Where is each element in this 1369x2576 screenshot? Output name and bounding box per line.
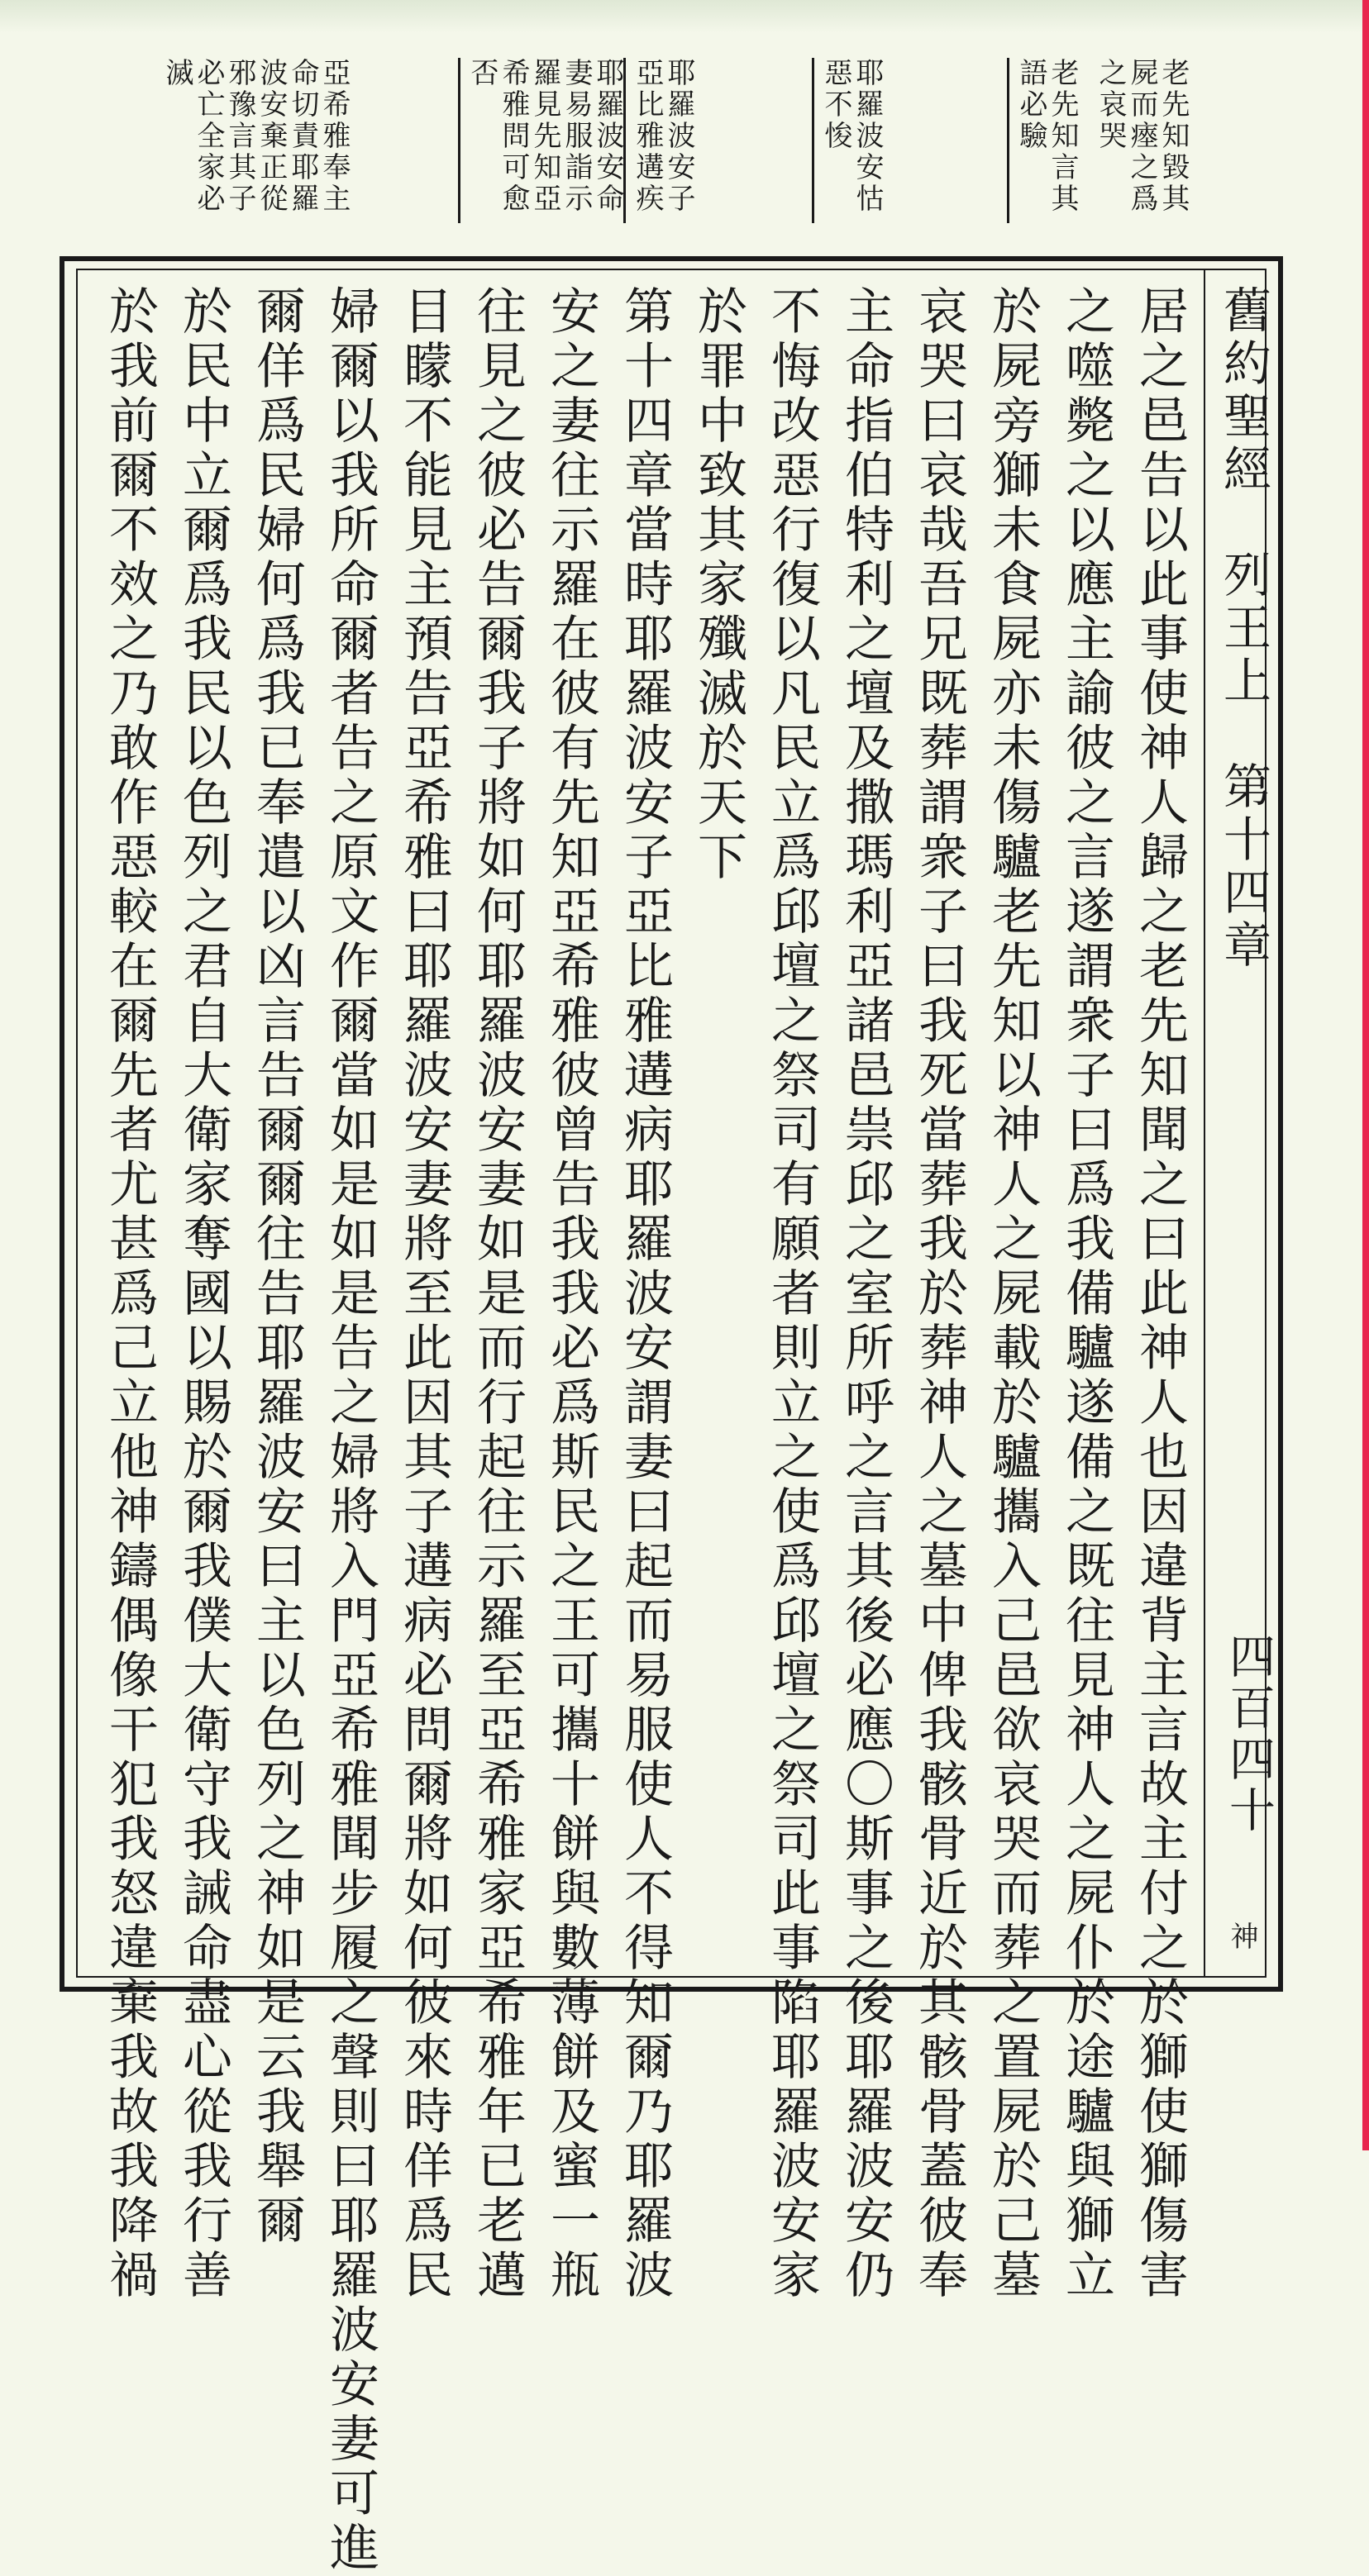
commentary-column: 否 [465, 58, 498, 89]
text-column: 目矇不能見主預告亞希雅曰耶羅波安妻將至此因其子遘病必問爾將如何彼來時佯爲民 [395, 285, 453, 2303]
text-column: 於我前爾不效之乃敢作惡較在爾先者尤甚爲己立他神鑄偶像干犯我怒違棄我故我降禍 [101, 285, 159, 2303]
commentary-column: 老先知毀其 [1157, 58, 1190, 215]
text-column: 之噬斃之以應主諭彼之言遂謂衆子曰爲我備驢遂備之既往見神人之屍仆於途驢與獅立 [1057, 285, 1115, 2303]
commentary-column: 妻易服詣示 [560, 58, 593, 215]
commentary-column: 亞比雅遘疾 [631, 58, 664, 215]
page-top-shadow [0, 0, 1369, 33]
text-column: 婦爾以我所命爾者告之原文作爾當如是如是告之婦將入門亞希雅聞步履之聲則曰耶羅波安妻可進 [322, 285, 379, 2576]
commentary-divider [812, 58, 814, 223]
commentary-column: 波安棄正從 [255, 58, 288, 215]
text-column: 於罪中致其家殲滅於天下 [689, 285, 747, 885]
text-column: 爾佯爲民婦何爲我已奉遣以凶言告爾爾往告耶羅波安曰主以色列之神如是云我舉爾 [248, 285, 306, 2249]
commentary-column: 命切責耶羅 [286, 58, 319, 215]
commentary-column: 惡不悛 [819, 58, 852, 152]
commentary-column: 老先知言其 [1046, 58, 1079, 215]
commentary-column: 羅見先知亞 [528, 58, 561, 215]
text-column: 居之邑告以此事使神人歸之老先知聞之曰此神人也因違背主言故主付之於獅使獅傷害 [1131, 285, 1189, 2303]
text-column: 於民中立爾爲我民以色列之君自大衛家奪國以賜於爾我僕大衛守我誡命盡心從我行善 [174, 285, 232, 2303]
commentary-divider [458, 58, 460, 223]
commentary-column: 之哀哭 [1094, 58, 1127, 152]
commentary-area [107, 58, 1207, 248]
text-column: 安之妻往示羅在彼有先知亞希雅彼曾告我我必爲斯民之王可攜十餅與數薄餅及蜜一瓶 [542, 285, 600, 2303]
commentary-column: 必亡全家必 [192, 58, 225, 215]
commentary-column: 亞希雅奉主 [317, 58, 351, 215]
running-head: 舊約聖經 列王上 第十四章 [1215, 285, 1271, 973]
commentary-column: 耶羅波安怙 [851, 58, 884, 215]
page-edge [1362, 0, 1369, 2150]
commentary-column: 語必驗 [1014, 58, 1047, 152]
commentary-column: 希雅問可愈 [497, 58, 530, 215]
text-column: 第十四章當時耶羅波安子亞比雅遘病耶羅波安謂妻曰起而易服使人不得知爾乃耶羅波 [616, 285, 674, 2303]
commentary-column: 耶羅波安命 [591, 58, 624, 215]
text-column: 於屍旁獅未食屍亦未傷驢老先知以神人之屍載於驢攜入己邑欲哀哭而葬之置屍於己墓 [984, 285, 1042, 2303]
text-column: 不悔改惡行復以凡民立爲邱壇之祭司有願者則立之使爲邱壇之祭司此事陷耶羅波安家 [763, 285, 821, 2303]
page-number: 四百四十 [1222, 1632, 1276, 1837]
header-rule [1204, 270, 1205, 1976]
scripture-body [95, 285, 1199, 2576]
commentary-column: 邪豫言其子 [223, 58, 256, 215]
commentary-column: 滅 [160, 58, 193, 89]
commentary-divider [1007, 58, 1009, 223]
text-column: 主命指伯特利之壇及撒瑪利亞諸邑祟邱之室所呼之言其後必應〇斯事之後耶羅波安仍 [837, 285, 894, 2303]
text-column: 哀哭曰哀哉吾兄既葬謂衆子曰我死當葬我於葬神人之墓中俾我骸骨近於其骸骨蓋彼奉 [910, 285, 968, 2303]
text-column: 往見之彼必告爾我子將如何耶羅波安妻如是而行起往示羅至亞希雅家亞希雅年已老邁 [469, 285, 527, 2303]
footer-mark: 神 [1225, 1921, 1258, 1950]
commentary-column: 屍而瘞之爲 [1125, 58, 1158, 215]
commentary-column: 耶羅波安子 [662, 58, 695, 215]
